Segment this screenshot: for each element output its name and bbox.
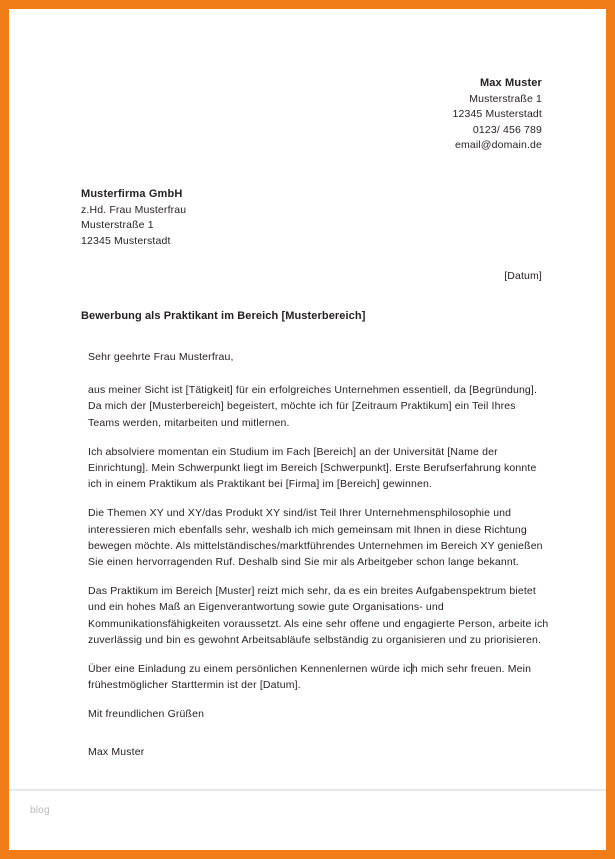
sender-phone: 0123/ 456 789 xyxy=(472,123,542,136)
sender-email: email@domain.de xyxy=(454,139,542,151)
recipient-street: Musterstraße 1 xyxy=(81,219,154,231)
letter-date: [Datum] xyxy=(504,270,542,282)
letter-subject: Bewerbung als Praktikant im Bereich [Musterbereich] xyxy=(81,310,366,322)
signature-name: Max Muster xyxy=(88,745,145,758)
bottom-band xyxy=(9,792,606,850)
body-paragraph-4: Das Praktikum im Bereich [Muster] reizt mich sehr, da es ein breites Aufgabenspektrum bietet und ein hohes Maß an Eigenverantwortung sowie gute Organisations- und Kommunikationsfähigkeiten voraussetzt. Als eine sehr offene und engagierte Person, arbeite ich zuverlässig und bin es gewohnt Arbeitsabläufe selbständig zu organisieren und zu priorisieren. xyxy=(88,585,549,646)
closing-paragraph xyxy=(88,661,550,693)
recipient-company: Musterfirma GmbH xyxy=(81,188,183,200)
body-paragraph-1: aus meiner Sicht ist [Tätigkeit] für ein erfolgreiches Unternehmen essentiell, da [Begründung]. Da mich der [Musterbereich] begeistert, möchte ich für [Zeitraum Praktikum] ein Teil Ihres Teams werden, mitarbeiten und mitlernen. xyxy=(88,384,538,429)
sender-street: Musterstraße 1 xyxy=(469,92,542,105)
closing-paragraph-part1: Über eine Einladung zu einem persönlichen Kennenlernen würde ic xyxy=(88,663,411,676)
closing-greeting: Mit freundlichen Grüßen xyxy=(88,708,205,721)
recipient-city: 12345 Musterstadt xyxy=(81,234,171,247)
body-paragraph-3: Die Themen XY und XY/das Produkt XY sind/ist Teil Ihrer Unternehmensphilosophie und interessieren mich ebenfalls sehr, weshalb ich mich gemeinsam mit Ihnen in diese Richtung bewegen möchte. Als mittelständisches/marktführendes Unternehmen im Bereich XY genießen Sie einen hervorragenden Ruf. Deshalb sind Sie mir als Arbeitgeber schon lange bekannt. xyxy=(88,507,543,569)
recipient-address-block xyxy=(81,187,186,249)
document-sheet xyxy=(9,9,606,791)
footer-tag: blog xyxy=(30,805,50,816)
letter-body xyxy=(88,349,550,760)
body-paragraph-2: Ich absolviere momentan ein Studium im Fach [Bereich] an der Universität [Name der Einrichtung]. Mein Schwerpunkt liegt im Bereich [Schwerpunkt]. Erste Berufserfahrung konnte ich in einem Praktikum als Praktikant bei [Firma] im [Bereich] gewinnen. xyxy=(88,445,537,491)
cover-letter xyxy=(9,9,606,791)
recipient-attention: z.Hd. Frau Musterfrau xyxy=(81,203,187,216)
salutation: Sehr geehrte Frau Musterfrau, xyxy=(88,351,234,363)
sender-address-block xyxy=(452,76,542,154)
closing-paragraph-part2: h mich sehr freuen. Mein frühestmöglicher Starttermin ist der [Datum]. xyxy=(88,663,532,692)
sender-name: Max Muster xyxy=(479,77,542,89)
sender-city: 12345 Musterstadt xyxy=(452,108,542,120)
